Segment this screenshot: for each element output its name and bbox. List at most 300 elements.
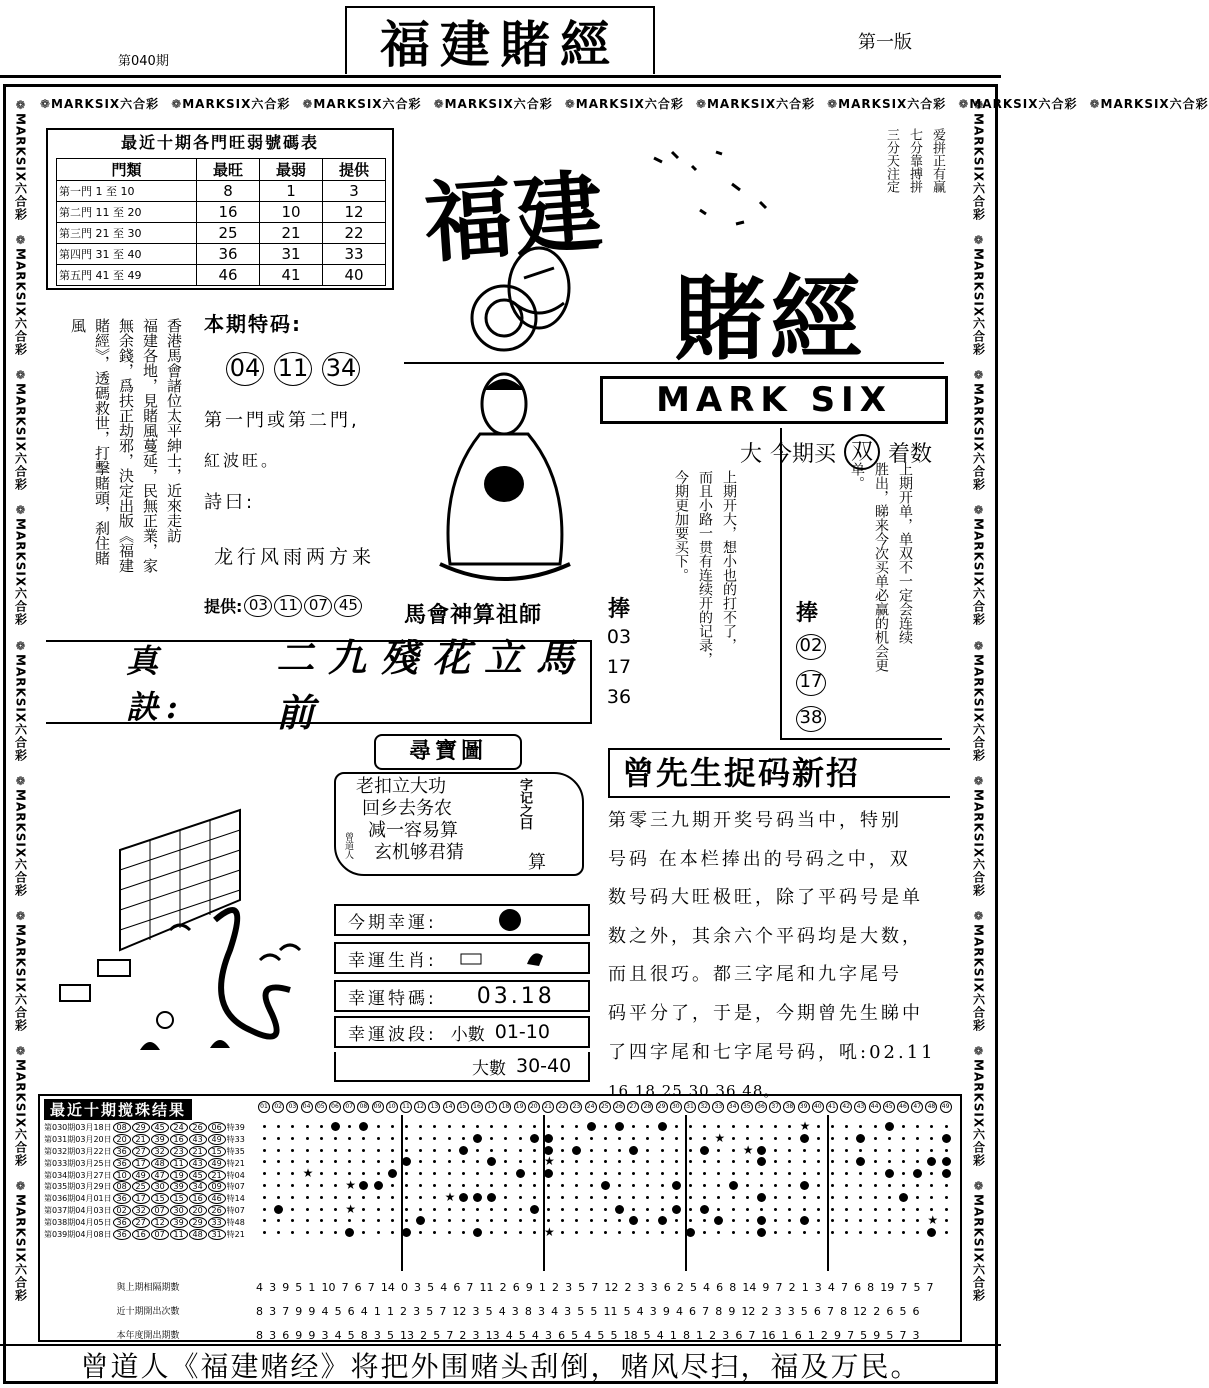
drawn-dot: [700, 1146, 709, 1155]
draw-number: 49: [208, 1134, 226, 1145]
circled-char: 双: [844, 434, 880, 470]
empty-dot: [803, 1208, 806, 1211]
empty-dot: [845, 1137, 848, 1140]
border-strip-text: ❁MARKSIX六合彩: [564, 96, 684, 111]
empty-dot: [675, 1196, 678, 1199]
draw-number: 49: [132, 1170, 150, 1181]
draw-number: 29: [132, 1122, 150, 1133]
empty-dot: [788, 1172, 791, 1175]
empty-dot: [462, 1208, 465, 1211]
empty-dot: [334, 1208, 337, 1211]
drawn-dot: [856, 1134, 865, 1143]
empty-dot: [902, 1219, 905, 1222]
empty-dot: [732, 1125, 735, 1128]
empty-dot: [348, 1172, 351, 1175]
draw-number: 39: [170, 1217, 188, 1228]
gate-label: 第四門 31 至 40: [57, 244, 197, 265]
grid-header-ball: 42: [840, 1101, 852, 1113]
explanation-line: 上期开大，想小也的打不了，: [721, 470, 737, 652]
draw-number: 32: [151, 1146, 169, 1157]
draw-number: 29: [189, 1217, 207, 1228]
empty-dot: [320, 1172, 323, 1175]
edition-label: 第一版: [858, 32, 912, 53]
draw-number: 27: [132, 1146, 150, 1157]
empty-dot: [916, 1149, 919, 1152]
empty-dot: [831, 1231, 834, 1234]
grid-header-ball: 27: [627, 1101, 639, 1113]
special-star-mark: ★: [444, 1189, 456, 1204]
border-strip-text: ❁MARKSIX六合彩: [971, 638, 986, 762]
empty-dot: [263, 1208, 266, 1211]
gate-give: 22: [323, 223, 386, 244]
empty-dot: [476, 1160, 479, 1163]
empty-dot: [945, 1149, 948, 1152]
empty-dot: [362, 1160, 365, 1163]
empty-dot: [291, 1231, 294, 1234]
drawn-dot: [402, 1228, 411, 1237]
empty-dot: [632, 1137, 635, 1140]
empty-dot: [377, 1196, 380, 1199]
empty-dot: [462, 1125, 465, 1128]
empty-dot: [391, 1149, 394, 1152]
column-header: 門類: [57, 159, 197, 181]
scroll-side-note: 字记之曰: [517, 778, 532, 830]
empty-dot: [717, 1231, 720, 1234]
drawn-dot: [800, 1134, 809, 1143]
empty-dot: [902, 1172, 905, 1175]
empty-dot: [561, 1184, 564, 1187]
empty-dot: [717, 1184, 720, 1187]
single-explanation: [848, 462, 914, 732]
empty-dot: [561, 1149, 564, 1152]
empty-dot: [874, 1196, 877, 1199]
gate-min: 10: [260, 202, 323, 223]
empty-dot: [490, 1172, 493, 1175]
pick-number: 17: [796, 670, 826, 696]
empty-dot: [533, 1172, 536, 1175]
empty-dot: [774, 1231, 777, 1234]
empty-dot: [703, 1219, 706, 1222]
empty-dot: [888, 1137, 891, 1140]
empty-dot: [703, 1172, 706, 1175]
drawn-dot: [927, 1157, 936, 1166]
draw-number: 47: [151, 1170, 169, 1181]
draw-period: 第036期04月01日: [44, 1194, 112, 1204]
pick-number: 36: [606, 686, 632, 708]
border-strip-text: ❁MARKSIX六合彩: [827, 96, 947, 111]
empty-dot: [632, 1231, 635, 1234]
empty-dot: [519, 1149, 522, 1152]
right-border-strip: [966, 92, 992, 1336]
article-line: 第零三九期开奖号码当中，特别: [608, 810, 902, 831]
border-strip-text: ❁MARKSIX六合彩: [302, 96, 422, 111]
border-strip-text: ❁MARKSIX六合彩: [13, 773, 28, 897]
grid-header-ball: 05: [315, 1101, 327, 1113]
drawn-dot: [913, 1169, 922, 1178]
grid-header-ball: 14: [443, 1101, 455, 1113]
explanation-line: 今期更加要买下。: [673, 470, 689, 582]
empty-dot: [362, 1137, 365, 1140]
empty-dot: [362, 1196, 365, 1199]
empty-dot: [561, 1160, 564, 1163]
draw-special: 特21: [226, 1229, 245, 1239]
drawn-dot: [757, 1157, 766, 1166]
empty-dot: [760, 1172, 763, 1175]
empty-dot: [845, 1172, 848, 1175]
draw-number: 39: [151, 1134, 169, 1145]
empty-dot: [689, 1125, 692, 1128]
empty-dot: [930, 1196, 933, 1199]
grid-header-ball: 22: [556, 1101, 568, 1113]
motto-line: 爱拼正有赢: [930, 128, 945, 193]
grid-header-ball: 09: [372, 1101, 384, 1113]
empty-dot: [263, 1184, 266, 1187]
grid-header-ball: 07: [343, 1101, 355, 1113]
draw-number: 07: [151, 1205, 169, 1216]
lucky-special-row: [334, 980, 590, 1012]
gate-give: 12: [323, 202, 386, 223]
grid-header-ball: 23: [570, 1101, 582, 1113]
grid-header-ball: 32: [698, 1101, 710, 1113]
draw-number: 19: [170, 1170, 188, 1181]
drawn-dot: [473, 1228, 482, 1237]
empty-dot: [306, 1196, 309, 1199]
grid-header-ball: 06: [329, 1101, 341, 1113]
empty-dot: [504, 1219, 507, 1222]
empty-dot: [419, 1160, 422, 1163]
empty-dot: [945, 1231, 948, 1234]
special-star-mark: ★: [742, 1142, 754, 1157]
drawn-dot: [274, 1205, 283, 1214]
empty-dot: [916, 1160, 919, 1163]
poem-line: 减一容易算: [368, 820, 458, 841]
empty-dot: [519, 1137, 522, 1140]
gate-give: 33: [323, 244, 386, 265]
empty-dot: [675, 1137, 678, 1140]
empty-dot: [916, 1231, 919, 1234]
empty-dot: [902, 1125, 905, 1128]
empty-dot: [859, 1172, 862, 1175]
empty-dot: [561, 1172, 564, 1175]
empty-dot: [845, 1149, 848, 1152]
drawn-dot: [714, 1216, 723, 1225]
empty-dot: [945, 1184, 948, 1187]
poem-label: 詩曰:: [204, 492, 256, 513]
gate-stats-panel: [46, 128, 394, 290]
empty-dot: [504, 1149, 507, 1152]
empty-dot: [888, 1184, 891, 1187]
draw-number: 15: [151, 1193, 169, 1204]
border-strip-text: ❁MARKSIX六合彩: [433, 96, 553, 111]
empty-dot: [874, 1172, 877, 1175]
empty-dot: [703, 1137, 706, 1140]
empty-dot: [306, 1231, 309, 1234]
empty-dot: [277, 1231, 280, 1234]
empty-dot: [419, 1149, 422, 1152]
empty-dot: [590, 1149, 593, 1152]
draw-number: 15: [170, 1193, 188, 1204]
draw-special: 特39: [226, 1123, 245, 1133]
empty-dot: [845, 1160, 848, 1163]
pick-numbers: [796, 634, 826, 732]
empty-dot: [774, 1196, 777, 1199]
draw-number: 49: [208, 1158, 226, 1169]
results-dot-grid: [258, 1099, 958, 1271]
drawn-dot: [359, 1181, 368, 1190]
empty-dot: [448, 1149, 451, 1152]
grid-header-ball: 16: [471, 1101, 483, 1113]
drawn-dot: [572, 1146, 581, 1155]
lucky-zodiac-label: 幸運生肖:: [348, 950, 437, 971]
empty-dot: [760, 1125, 763, 1128]
draw-number: 34: [189, 1181, 207, 1192]
drawn-dot: [530, 1134, 539, 1143]
empty-dot: [717, 1125, 720, 1128]
empty-dot: [320, 1137, 323, 1140]
empty-dot: [263, 1196, 266, 1199]
drawn-dot: [374, 1181, 383, 1190]
gate-min: 1: [260, 181, 323, 202]
empty-dot: [788, 1184, 791, 1187]
drawn-dot: [459, 1146, 468, 1155]
empty-dot: [930, 1125, 933, 1128]
empty-dot: [689, 1172, 692, 1175]
treasure-map-title: 尋寶圖: [374, 734, 522, 770]
empty-dot: [632, 1160, 635, 1163]
grid-header-ball: 47: [911, 1101, 923, 1113]
empty-dot: [732, 1172, 735, 1175]
grid-header-ball: 12: [414, 1101, 426, 1113]
draw-special: 特33: [226, 1135, 245, 1145]
empty-dot: [746, 1231, 749, 1234]
empty-dot: [391, 1231, 394, 1234]
master-caption: 馬會神算祖師: [404, 603, 543, 628]
empty-dot: [930, 1149, 933, 1152]
lucky-color-row: [334, 904, 590, 936]
drawn-dot: [402, 1157, 411, 1166]
empty-dot: [561, 1125, 564, 1128]
grid-header-ball: 20: [528, 1101, 540, 1113]
empty-dot: [277, 1149, 280, 1152]
grid-header-ball: 21: [542, 1101, 554, 1113]
empty-dot: [732, 1149, 735, 1152]
border-strip-text: ❁MARKSIX六合彩: [971, 1179, 986, 1303]
empty-dot: [845, 1208, 848, 1211]
column-header: 最旺: [197, 159, 260, 181]
empty-dot: [646, 1149, 649, 1152]
grid-header-ball: 46: [897, 1101, 909, 1113]
empty-dot: [320, 1125, 323, 1128]
border-strip-text: ❁MARKSIX六合彩: [971, 773, 986, 897]
empty-dot: [504, 1172, 507, 1175]
empty-dot: [859, 1208, 862, 1211]
empty-dot: [831, 1149, 834, 1152]
draw-number: 08: [113, 1181, 131, 1192]
empty-dot: [831, 1172, 834, 1175]
drawn-dot: [700, 1205, 709, 1214]
empty-dot: [533, 1196, 536, 1199]
empty-dot: [746, 1125, 749, 1128]
empty-dot: [519, 1219, 522, 1222]
grid-header-ball: 03: [286, 1101, 298, 1113]
empty-dot: [476, 1125, 479, 1128]
marksix-logo: MARK SIX: [600, 376, 948, 424]
border-strip-text: ❁MARKSIX六合彩: [971, 1043, 986, 1168]
draw-number: 36: [113, 1146, 131, 1157]
draw-number: 33: [208, 1217, 226, 1228]
draw-number: 20: [113, 1134, 131, 1145]
grid-header-ball: 43: [854, 1101, 866, 1113]
empty-dot: [433, 1149, 436, 1152]
empty-dot: [504, 1137, 507, 1140]
empty-dot: [362, 1231, 365, 1234]
empty-dot: [291, 1172, 294, 1175]
empty-dot: [490, 1137, 493, 1140]
empty-dot: [462, 1172, 465, 1175]
empty-dot: [348, 1196, 351, 1199]
draw-result-row: [44, 1205, 258, 1217]
draw-number: 08: [113, 1122, 131, 1133]
draw-result-row: [44, 1134, 258, 1146]
empty-dot: [604, 1231, 607, 1234]
empty-dot: [774, 1149, 777, 1152]
gate-give: 40: [323, 265, 386, 286]
gate-max: 16: [197, 202, 260, 223]
gate-max: 36: [197, 244, 260, 265]
drawn-dot: [686, 1228, 695, 1237]
grid-header-ball: 39: [798, 1101, 810, 1113]
draw-number: 06: [208, 1122, 226, 1133]
intro-line: 賭經》，透碼救世，打擊賭頭，刹住賭: [93, 318, 111, 566]
border-strip-text: ❁MARKSIX六合彩: [13, 503, 28, 627]
empty-dot: [334, 1184, 337, 1187]
border-strip-text: ❁MARKSIX六合彩: [958, 96, 1078, 111]
masthead: [345, 6, 655, 74]
draw-number: 26: [208, 1205, 226, 1216]
drawn-dot: [885, 1122, 894, 1131]
poster-title-top: 福建: [421, 158, 608, 276]
draw-number: 36: [113, 1229, 131, 1240]
gate-give: 3: [323, 181, 386, 202]
pick-number: 38: [796, 706, 826, 732]
empty-dot: [817, 1184, 820, 1187]
drawn-dot: [416, 1216, 425, 1225]
empty-dot: [661, 1172, 664, 1175]
draw-period: 第035期03月29日: [44, 1182, 112, 1192]
empty-dot: [590, 1172, 593, 1175]
empty-dot: [788, 1160, 791, 1163]
empty-dot: [945, 1219, 948, 1222]
empty-dot: [291, 1219, 294, 1222]
empty-dot: [646, 1160, 649, 1163]
empty-dot: [689, 1196, 692, 1199]
empty-dot: [618, 1172, 621, 1175]
empty-dot: [561, 1231, 564, 1234]
empty-dot: [746, 1172, 749, 1175]
empty-dot: [703, 1231, 706, 1234]
empty-dot: [519, 1208, 522, 1211]
drawn-dot: [516, 1169, 525, 1178]
results-title: 最近十期搅珠结果: [44, 1099, 192, 1120]
article-line: 而且很巧。都三字尾和九字尾号: [608, 964, 902, 986]
draw-number: 32: [132, 1205, 150, 1216]
drawn-dot: [800, 1181, 809, 1190]
empty-dot: [306, 1149, 309, 1152]
border-strip-text: ❁MARKSIX六合彩: [13, 368, 28, 492]
empty-dot: [377, 1137, 380, 1140]
draw-number: 16: [132, 1229, 150, 1240]
big-tag: 大: [740, 441, 763, 467]
empty-dot: [320, 1149, 323, 1152]
empty-dot: [859, 1231, 862, 1234]
empty-dot: [490, 1149, 493, 1152]
draw-number: 48: [189, 1229, 207, 1240]
empty-dot: [362, 1219, 365, 1222]
empty-dot: [945, 1125, 948, 1128]
drawn-dot: [473, 1134, 482, 1143]
pick-number: 03: [606, 626, 632, 648]
empty-dot: [519, 1184, 522, 1187]
draw-period: 第032期03月22日: [44, 1146, 112, 1156]
grid-header-ball: 08: [357, 1101, 369, 1113]
lucky-special-label: 幸運特碼:: [348, 988, 437, 1009]
empty-dot: [703, 1184, 706, 1187]
empty-dot: [788, 1219, 791, 1222]
big-label: 大數: [472, 1058, 506, 1079]
empty-dot: [476, 1184, 479, 1187]
draw-special: 特14: [226, 1194, 245, 1204]
draw-number: 17: [132, 1158, 150, 1169]
empty-dot: [689, 1160, 692, 1163]
empty-dot: [519, 1196, 522, 1199]
empty-dot: [490, 1219, 493, 1222]
scroll-signature: 曾道人: [343, 832, 353, 859]
empty-dot: [817, 1172, 820, 1175]
empty-dot: [604, 1149, 607, 1152]
empty-dot: [746, 1160, 749, 1163]
draw-result-row: [44, 1146, 258, 1158]
empty-dot: [646, 1172, 649, 1175]
border-strip-text: ❁MARKSIX六合彩: [13, 1179, 28, 1303]
empty-dot: [817, 1196, 820, 1199]
drawn-dot: [927, 1228, 936, 1237]
empty-dot: [618, 1160, 621, 1163]
draw-result-row: [44, 1122, 258, 1134]
explanation-line: 单。: [849, 462, 865, 490]
true-formula-banner: [46, 635, 592, 735]
pick-numbers: [604, 626, 634, 708]
empty-dot: [604, 1125, 607, 1128]
draw-number: 11: [170, 1158, 188, 1169]
empty-dot: [689, 1208, 692, 1211]
drawn-dot: [729, 1181, 738, 1190]
empty-dot: [277, 1160, 280, 1163]
empty-dot: [618, 1196, 621, 1199]
empty-dot: [760, 1137, 763, 1140]
intro-line: 無余錢，爲扶正劫邪，決定出版《福建: [117, 318, 135, 573]
empty-dot: [462, 1160, 465, 1163]
pick-number: 02: [796, 634, 826, 660]
draw-number: 15: [208, 1146, 226, 1157]
empty-dot: [788, 1137, 791, 1140]
empty-dot: [902, 1149, 905, 1152]
grid-header-ball: 48: [925, 1101, 937, 1113]
empty-dot: [334, 1172, 337, 1175]
empty-dot: [817, 1219, 820, 1222]
provided-numbers: [204, 594, 362, 617]
poem-line: 回乡去务农: [362, 798, 452, 819]
empty-dot: [689, 1219, 692, 1222]
